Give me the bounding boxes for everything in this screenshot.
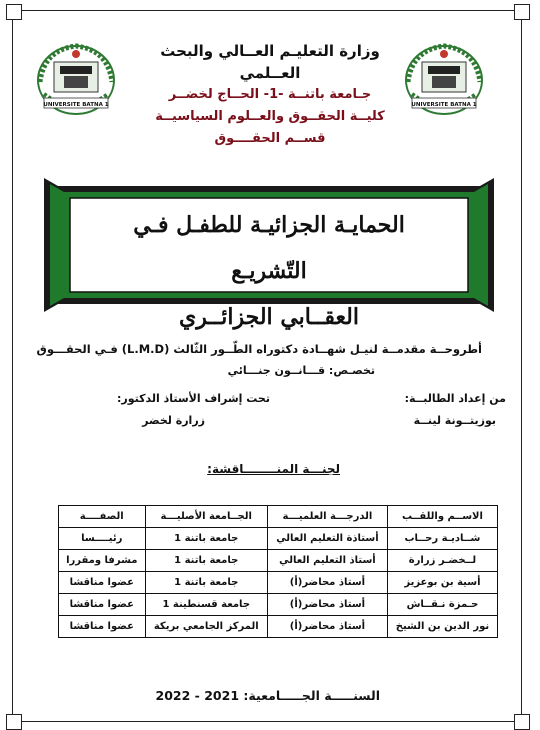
member-name: نور الدين بن الشيخ (387, 616, 497, 638)
thesis-description: أطروحــة مقدمــة لنيـل شهــادة دكتوراه الطّــور الثّالث (L.M.D) فـي الحقـــوق (36, 342, 482, 356)
table-row (59, 572, 498, 594)
column-header-name: الاســم واللقــب (387, 506, 497, 528)
table-header-row (59, 506, 498, 528)
member-rank: أستاذ محاضر(أ) (267, 616, 387, 638)
member-university: جامعة باتنة 1 (145, 528, 267, 550)
university-logo-icon (398, 40, 490, 122)
committee-table (58, 505, 498, 638)
member-name: شــاديـة رحــاب (387, 528, 497, 550)
faculty-name: كليــة الحقــوق والعــلوم السياسيــة (155, 109, 385, 124)
supervisor-name: زرارة لخضر (142, 414, 205, 427)
thesis-specialty: تخصـص: قـــانــون جنـــائي (227, 364, 375, 377)
table-row (59, 594, 498, 616)
university-logo-icon (30, 40, 122, 122)
member-role: عضوا مناقشا (59, 616, 146, 638)
column-header-university: الجــامعة الأصليـــة (145, 506, 267, 528)
member-rank: أستاذ محاضر(أ) (267, 594, 387, 616)
member-name: أسية بن بوعزيز (387, 572, 497, 594)
thesis-title-line1: الحمايـة الجزائيـة للطفـل فـي التّشريـع (133, 212, 405, 284)
logo-right-label: UNIVERSITE BATNA 1 (411, 102, 477, 108)
member-name: حـمزة نـقــاش (387, 594, 497, 616)
frame-corner-top-right (514, 4, 530, 20)
ministry-name: وزارة التعليـم العــالي والبحث العــلمي (160, 42, 380, 82)
supervisor-label: تحت إشراف الأستاذ الدكتور: (117, 392, 270, 405)
member-role: عضوا مناقشا (59, 572, 146, 594)
logo-left-label: UNIVERSITE BATNA 1 (43, 102, 109, 108)
table-row (59, 550, 498, 572)
table-row (59, 616, 498, 638)
frame-corner-bottom-left (6, 714, 22, 730)
prepared-by-label: من إعداد الطالبــة: (404, 392, 506, 405)
department-name: قســم الحقــــوق (214, 131, 326, 146)
member-role: مشرفا ومقررا (59, 550, 146, 572)
member-rank: أستاذة التعليم العالي (267, 528, 387, 550)
frame-corner-top-left (6, 4, 22, 20)
member-university: جامعة قسنطينة 1 (145, 594, 267, 616)
thesis-title (104, 202, 434, 340)
table-row (59, 528, 498, 550)
university-name: جـامعة باتنــة -1- الحــاج لخضــر (168, 87, 372, 102)
column-header-role: الصفــــة (59, 506, 146, 528)
column-header-rank: الدرجـــة العلميـــة (267, 506, 387, 528)
institution-header (140, 40, 400, 150)
thesis-title-line2: العقــابي الجزائــري (179, 304, 359, 330)
committee-heading: لجنـــة المنــــــــاقشة: (207, 462, 340, 476)
academic-year: السنـــــة الجـــــامعية: 2021 - 2022 (155, 688, 380, 703)
student-name: بوزيتــونة لينــة (413, 414, 496, 427)
member-university: المركز الجامعي بريكة (145, 616, 267, 638)
member-role: رئيــــسا (59, 528, 146, 550)
member-university: جامعة باتنة 1 (145, 550, 267, 572)
frame-corner-bottom-right (514, 714, 530, 730)
title-box (44, 178, 494, 330)
member-role: عضوا مناقشا (59, 594, 146, 616)
member-rank: أستاذ التعليم العالي (267, 550, 387, 572)
member-university: جامعة باتنة 1 (145, 572, 267, 594)
member-name: لــخضـر زرارة (387, 550, 497, 572)
member-rank: أستاذ محاضر(أ) (267, 572, 387, 594)
